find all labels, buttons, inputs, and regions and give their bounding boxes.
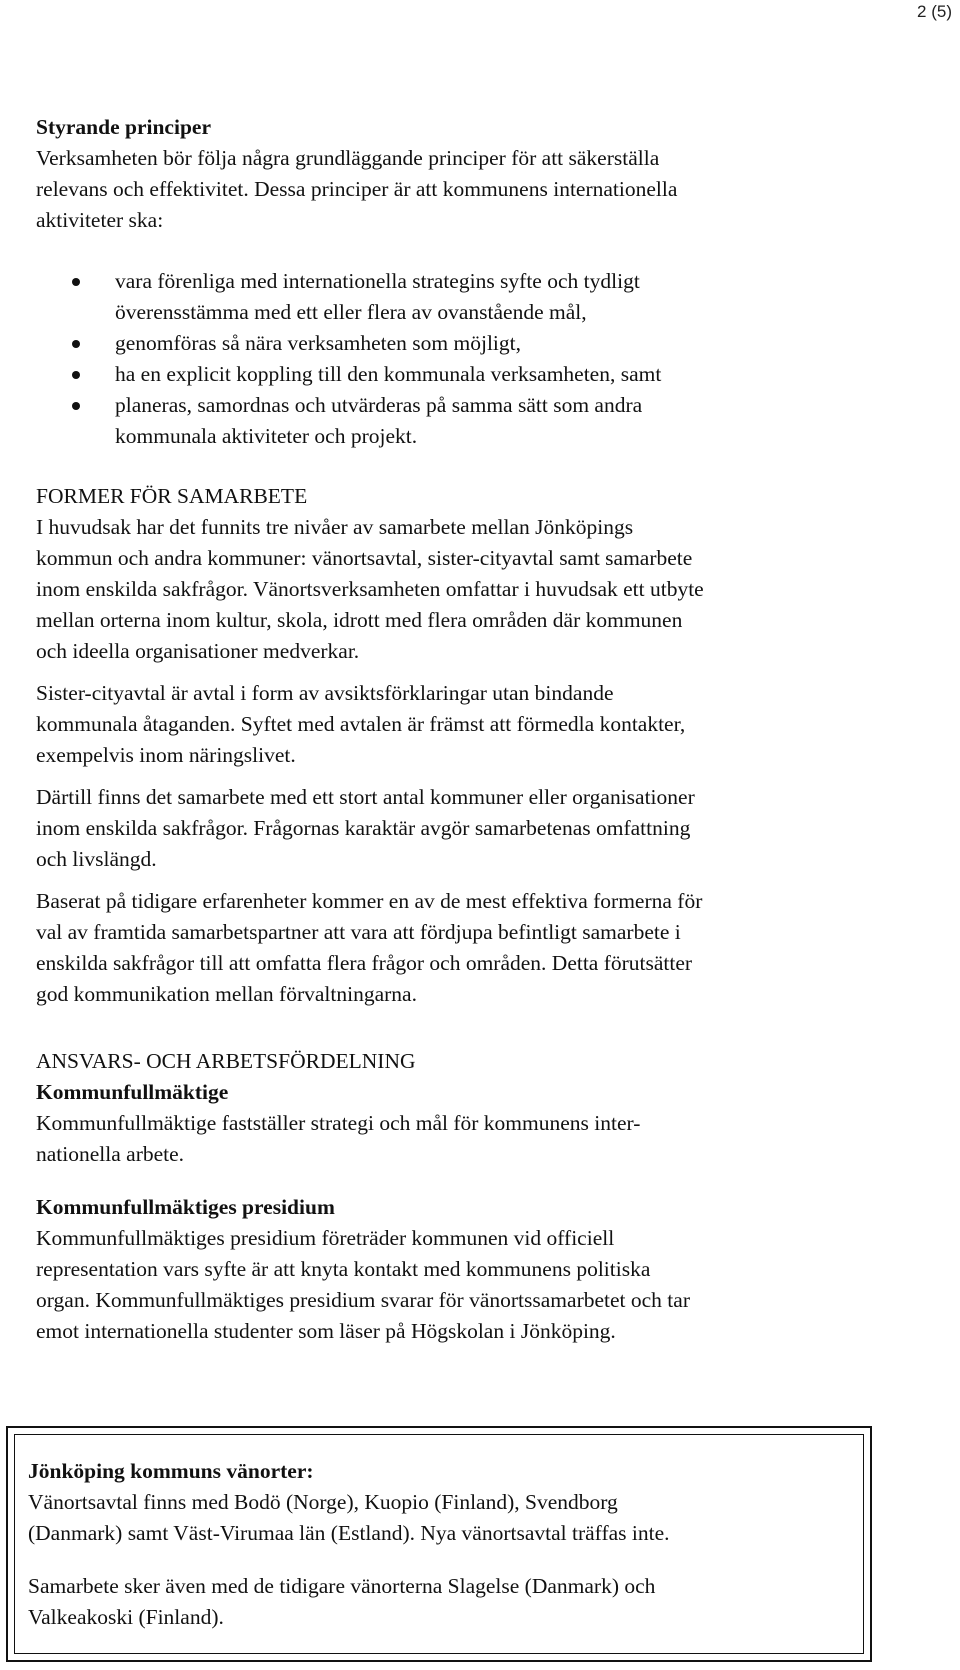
text-line: god kommunikation mellan förvaltningarna.: [36, 982, 417, 1006]
list-item: [115, 390, 916, 452]
text-line: Därtill finns det samarbete med ett stort antal kommuner eller organisationer: [36, 785, 695, 809]
text-line: ha en explicit koppling till den kommunala verksamheten, samt: [115, 362, 662, 386]
document-body: [36, 112, 916, 1347]
kommunfullmaktige-text: [36, 1108, 916, 1170]
text-line: mellan orterna inom kultur, skola, idrott med flera områden där kommunen: [36, 608, 683, 632]
styrande-intro: [36, 143, 916, 236]
principles-list: [36, 266, 916, 452]
text-line: Kommunfullmäktiges presidium företräder kommunen vid officiell: [36, 1226, 615, 1250]
text-line: inom enskilda sakfrågor. Vänortsverksamheten omfattar i huvudsak ett utbyte: [36, 577, 704, 601]
page-number: 2 (5): [917, 2, 952, 21]
text-line: Verksamheten bör följa några grundläggande principer för att säkerställa: [36, 146, 660, 170]
list-item: [115, 328, 916, 359]
text-line: organ. Kommunfullmäktiges presidium svarar för vänortssamarbetet och tar: [36, 1288, 690, 1312]
text-line: Valkeakoski (Finland).: [28, 1605, 224, 1629]
text-line: genomföras så nära verksamheten som möjligt,: [115, 331, 522, 355]
bullet-icon: [72, 371, 80, 379]
former-paragraph-4: [36, 886, 916, 1010]
text-line: kommun och andra kommuner: vänortsavtal, sister-cityavtal samt samarbete: [36, 546, 693, 570]
text-line: Samarbete sker även med de tidigare vänorterna Slagelse (Danmark) och: [28, 1574, 656, 1598]
box-title: Jönköping kommuns vänorter:: [28, 1459, 314, 1483]
text-line: I huvudsak har det funnits tre nivåer av samarbete mellan Jönköpings: [36, 515, 634, 539]
former-paragraph-3: [36, 782, 916, 875]
text-line: kommunala aktiviteter och projekt.: [115, 424, 418, 448]
text-line: exempelvis inom näringslivet.: [36, 743, 296, 767]
section-title-ansvar: ANSVARS- OCH ARBETSFÖRDELNING: [36, 1049, 416, 1073]
text-line: överensstämma med ett eller flera av ovanstående mål,: [115, 300, 587, 324]
text-line: val av framtida samarbetspartner att vara att fördjupa befintligt samarbete i: [36, 920, 681, 944]
former-paragraph-2: [36, 678, 916, 771]
text-line: och ideella organisationer medverkar.: [36, 639, 360, 663]
text-line: emot internationella studenter som läser på Högskolan i Jönköping.: [36, 1319, 616, 1343]
subheading-presidium: Kommunfullmäktiges presidium: [36, 1195, 335, 1219]
bullet-icon: [72, 278, 80, 286]
text-line: Baserat på tidigare erfarenheter kommer en av de mest effektiva formerna för: [36, 889, 703, 913]
text-line: kommunala åtaganden. Syftet med avtalen är främst att förmedla kontakter,: [36, 712, 686, 736]
text-line: planeras, samordnas och utvärderas på samma sätt som andra: [115, 393, 643, 417]
section-title-styrande: Styrande principer: [36, 115, 211, 139]
text-line: Sister-cityavtal är avtal i form av avsiktsförklaringar utan bindande: [36, 681, 614, 705]
text-line: och livslängd.: [36, 847, 157, 871]
text-line: (Danmark) samt Väst-Virumaa län (Estland). Nya vänortsavtal träffas inte.: [28, 1521, 670, 1545]
text-line: aktiviteter ska:: [36, 208, 164, 232]
text-line: enskilda sakfrågor till att omfatta flera frågor och områden. Detta förutsätter: [36, 951, 693, 975]
text-line: representation vars syfte är att knyta kontakt med kommunens politiska: [36, 1257, 651, 1281]
bullet-icon: [72, 340, 80, 348]
vanorter-box-content: [28, 1456, 848, 1633]
bullet-icon: [72, 402, 80, 410]
text-line: relevans och effektivitet. Dessa principer är att kommunens internationella: [36, 177, 678, 201]
vanorter-box: [6, 1426, 872, 1662]
subheading-kommunfullmaktige: Kommunfullmäktige: [36, 1080, 229, 1104]
former-paragraph-1: [36, 512, 916, 667]
text-line: vara förenliga med internationella strategins syfte och tydligt: [115, 269, 640, 293]
presidium-text: [36, 1223, 916, 1347]
text-line: inom enskilda sakfrågor. Frågornas karaktär avgör samarbetenas omfattning: [36, 816, 691, 840]
text-line: nationella arbete.: [36, 1142, 185, 1166]
text-line: Kommunfullmäktige fastställer strategi och mål för kommunens inter-: [36, 1111, 641, 1135]
text-line: Vänortsavtal finns med Bodö (Norge), Kuopio (Finland), Svendborg: [28, 1490, 618, 1514]
list-item: [115, 359, 916, 390]
list-item: [115, 266, 916, 328]
section-title-former: FORMER FÖR SAMARBETE: [36, 484, 308, 508]
